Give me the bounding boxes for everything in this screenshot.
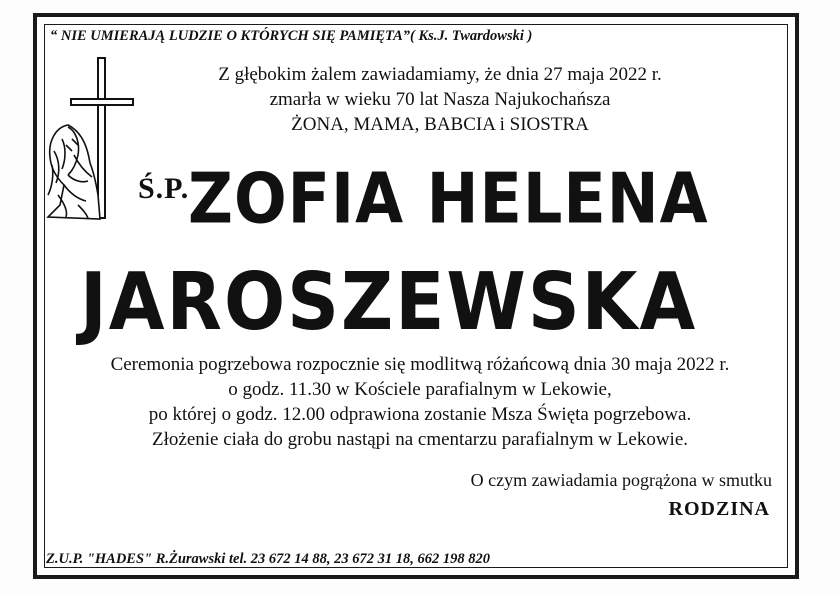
deceased-given-names: ZOFIA HELENA	[188, 157, 709, 240]
ceremony-line-4: Złożenie ciała do grobu nastąpi na cmentarzu parafialnym w Lekowie.	[152, 429, 688, 450]
deceased-surname: JAROSZEWSKA	[80, 255, 698, 348]
ceremony-details	[80, 352, 760, 452]
ceremony-line-3: po której o godz. 12.00 odprawiona zostanie Msza Święta pogrzebowa.	[148, 404, 692, 425]
announcement-line-1: Z głębokim żalem zawiadamiamy, że dnia 27 maja 2022 r.	[218, 64, 662, 85]
closing-text: O czym zawiadamia pogrążona w smutku	[470, 470, 772, 490]
announcement-line-3: ŻONA, MAMA, BABCIA i SIOSTRA	[291, 114, 589, 135]
memorial-quote: “ NIE UMIERAJĄ LUDZIE O KTÓRYCH SIĘ PAMIĘTA”( Ks.J. Twardowski )	[50, 28, 533, 44]
deceased-prefix: Ś.P.	[138, 172, 190, 205]
cross-with-praying-figure-icon	[38, 55, 144, 225]
family-signature: RODZINA	[668, 498, 770, 520]
announcement-line-2: zmarła w wieku 70 lat Nasza Najukochańsza	[269, 89, 611, 110]
death-announcement	[180, 62, 700, 137]
ceremony-line-1: Ceremonia pogrzebowa rozpocznie się modlitwą różańcową dnia 30 maja 2022 r.	[110, 354, 730, 375]
ceremony-line-2: o godz. 11.30 w Kościele parafialnym w Lekowie,	[228, 379, 612, 400]
funeral-home-footer: Z.U.P. "HADES" R.Żurawski tel. 23 672 14 88, 23 672 31 18, 662 198 820	[46, 551, 491, 567]
